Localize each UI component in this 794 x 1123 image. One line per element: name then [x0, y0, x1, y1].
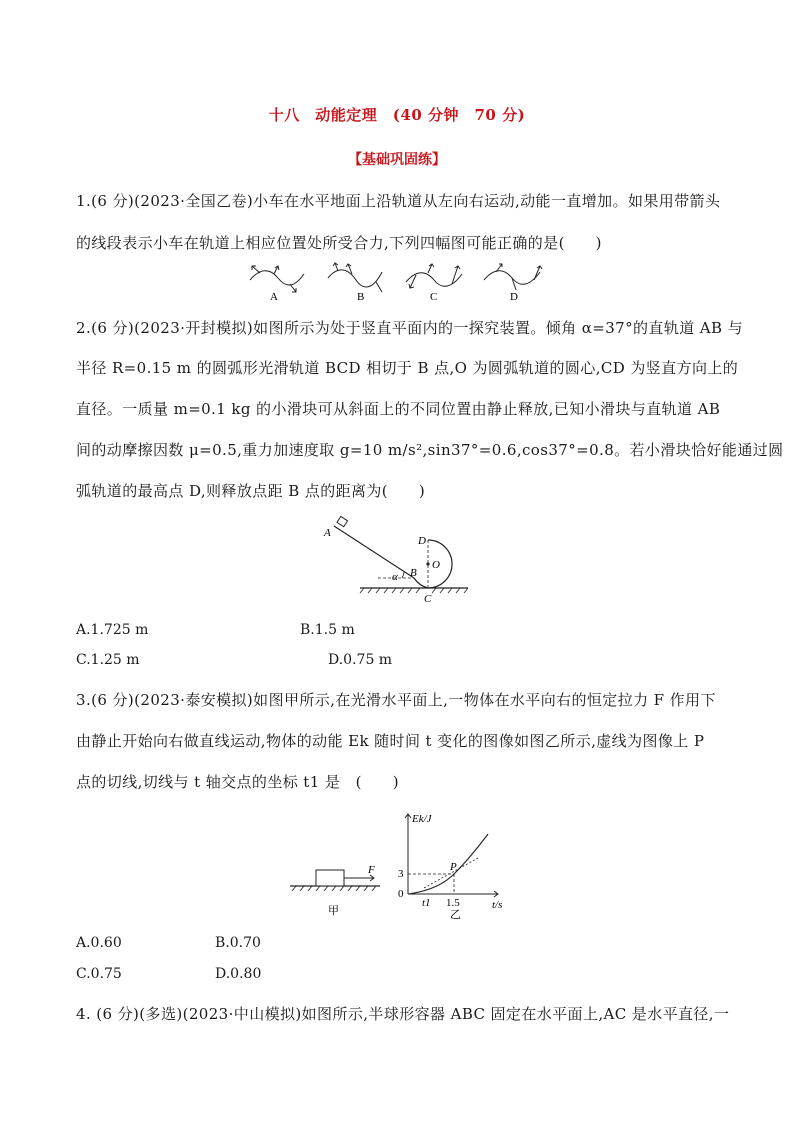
q2-label-c: C — [424, 593, 432, 605]
q3-option-c[interactable]: C.0.75 — [76, 966, 122, 982]
q3-caption-yi: 乙 — [450, 908, 461, 920]
q2-label-o: O — [432, 559, 440, 571]
q3-t1-label: t1 — [422, 897, 431, 909]
q2-line-5: 弧轨道的最高点 D,则释放点距 B 点的距离为( ) — [76, 482, 426, 500]
q3-line-1: 3.(6 分)(2023·泰安模拟)如图甲所示,在光滑水平面上,一物体在水平向右的恒定拉力 F 作用下 — [76, 691, 716, 709]
q3-option-a[interactable]: A.0.60 — [76, 935, 122, 951]
q2-line-4: 间的动摩擦因数 μ=0.5,重力加速度取 g=10 m/s²,sin37°=0.6,cos37°=0.8。若小滑块恰好能通过圆 — [76, 441, 784, 459]
q3-line-3: 点的切线,切线与 t 轴交点的坐标 t1 是 ( ) — [76, 773, 399, 791]
section-heading: 【基础巩固练】 — [348, 152, 446, 168]
q1-figure — [240, 262, 560, 304]
q3-figure-yi — [394, 806, 518, 920]
q1-line-2: 的线段表示小车在轨道上相应位置处所受合力,下列四幅图可能正确的是( ) — [76, 234, 602, 252]
q3-figure-jia — [288, 858, 388, 920]
q2-label-d: D — [418, 535, 426, 547]
q2-label-b: B — [410, 567, 417, 579]
q1-figure-a — [250, 266, 304, 292]
q1-label-b: B — [357, 291, 365, 303]
q1-label-d: D — [510, 291, 518, 303]
q1-figure-d — [484, 264, 542, 290]
q3-point-p-label: P — [450, 861, 457, 873]
q2-figure — [318, 514, 478, 606]
q2-option-c[interactable]: C.1.25 m — [76, 652, 140, 668]
q1-label-c: C — [430, 291, 438, 303]
q4-line-1: 4. (6 分)(多选)(2023·中山模拟)如图所示,半球形容器 ABC 固定在水平面上,AC 是水平直径,一 — [76, 1005, 730, 1023]
page-title: 十八 动能定理 (40 分钟 70 分) — [268, 106, 526, 124]
q3-caption-jia: 甲 — [328, 904, 339, 917]
q2-line-1: 2.(6 分)(2023·开封模拟)如图所示为处于竖直平面内的一探究装置。倾角 α=37°的直轨道 AB 与 — [76, 319, 744, 337]
q2-line-3: 直径。一质量 m=0.1 kg 的小滑块可从斜面上的不同位置由静止释放,已知小滑块与直轨道 AB — [76, 400, 721, 418]
q3-y-tick-label: 3 — [398, 868, 404, 880]
q3-option-d[interactable]: D.0.80 — [215, 966, 262, 982]
q3-x-axis-label: t/s — [492, 899, 503, 911]
q2-label-alpha: α — [392, 571, 398, 583]
q2-option-d[interactable]: D.0.75 m — [328, 652, 393, 668]
q1-line-1: 1.(6 分)(2023·全国乙卷)小车在水平地面上沿轨道从左向右运动,动能一直增加。如果用带箭头 — [76, 192, 721, 210]
q3-y-axis-label: Ek/J — [412, 813, 432, 825]
q3-origin-label: 0 — [398, 888, 404, 900]
q2-line-2: 半径 R=0.15 m 的圆弧形光滑轨道 BCD 相切于 B 点,O 为圆弧轨道的圆心,CD 为竖直方向上的 — [76, 359, 739, 377]
q1-figure-b — [328, 263, 382, 292]
q1-label-a: A — [270, 291, 278, 303]
q3-x-tick-label: 1.5 — [446, 897, 460, 909]
q2-label-a: A — [324, 527, 331, 539]
q3-option-b[interactable]: B.0.70 — [215, 935, 261, 951]
q3-line-2: 由静止开始向右做直线运动,物体的动能 Ek 随时间 t 变化的图像如图乙所示,虚线为图像上 P — [76, 732, 705, 750]
q3-force-label: F — [368, 864, 375, 876]
q2-option-b[interactable]: B.1.5 m — [300, 622, 355, 638]
q2-option-a[interactable]: A.1.725 m — [76, 622, 149, 638]
q1-figure-c — [406, 264, 462, 288]
